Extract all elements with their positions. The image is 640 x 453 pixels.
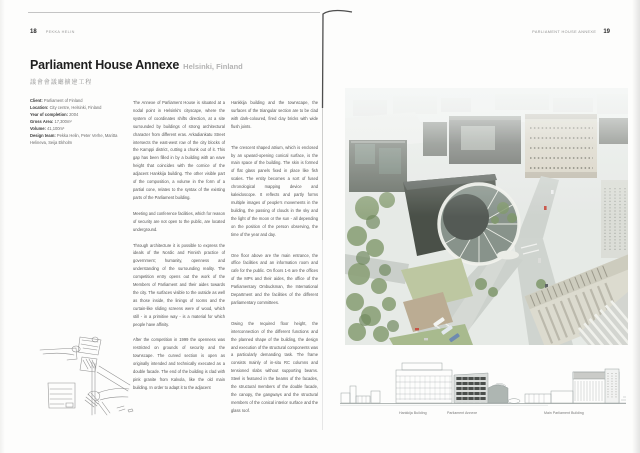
page-top-edge-line bbox=[28, 12, 320, 13]
page-number-left: 18 bbox=[30, 29, 37, 35]
elevation-hankkija bbox=[396, 363, 452, 403]
elevation-drawing bbox=[338, 360, 630, 410]
running-header-right bbox=[478, 29, 610, 35]
page-title-chinese: 議會會議廳擴建工程 bbox=[30, 80, 93, 86]
paragraph: The Annexe of Parliament House is situated at a nodal point in Helsinki's cityscape, where the system of coordinates shifts direction, at a site surrounded by buildings of strong architectural character from different eras. Arkadiankatu Street intersects the east-west row of the city blocks of the Kamppi district, cutting a chunk out of it. This gap has been filled in by a building with an eave height that coincides with the cornice of the adjacent Hankkija building. The other visible part of the composition, a volume in the form of a partial cone, relates to the syntax of the existing parts of the Parliament building. bbox=[133, 100, 225, 200]
elevation-mid-low bbox=[525, 394, 551, 403]
caption-main-parliament-building: Main Parliament Building bbox=[544, 411, 584, 415]
paragraph: One floor above are the main entrance, the office facilities and an information room and cafe for the public. On floors 1-6 are the offices of the MPs and their aides, the office of the Parliamentary Ombudsman, the International Department and the facilities of the different parliamentary committees. bbox=[231, 252, 318, 305]
info-row-design-team: Design team: Pekka Helin, Peter Verhe, Maritta Helineva, Seija Ekholm bbox=[30, 133, 118, 145]
caption-hankkija-building: Hankkija Building bbox=[399, 411, 427, 415]
body-column-1 bbox=[133, 99, 225, 400]
info-row-location: Location: City centre, Helsinki, Finland bbox=[30, 105, 102, 110]
title-block bbox=[30, 56, 320, 86]
aerial-photo bbox=[345, 88, 628, 345]
elevation-annexe bbox=[454, 373, 520, 403]
caption-parliament-annexe: Parliament Annexe bbox=[447, 411, 478, 415]
paragraph: The crescent shaped atrium, which is enclosed by an upward-opening conical surface, is the main space of the building. The skin is formed of flat glass panels fixed in place like fish scales. The entity becomes a sort of fused chronological mapping device and kaleidoscope. It reflects and partly forms multiple images of people's movements in the building, the passing of clouds in the sky and the light of the moon or the sun - all depending on the position of the person observing, the time of the year and day. bbox=[231, 144, 318, 237]
running-header-left bbox=[30, 29, 75, 35]
info-row-year: Year of completion: 2004 bbox=[30, 112, 79, 117]
page-number-right: 19 bbox=[603, 29, 610, 35]
site-sketch-drawing bbox=[36, 333, 138, 423]
paragraph: Owing the required floor height, the interconnection of the different functions and the planned shape of the building, the design and execution of the structural components was a particularly demanding task. The frame consists mainly of in-situ RC columns and tensioned slabs without supporting beams. Steel is featured in the beams of the facades, the structural members of the double facade, the canopy, the gangways and the structural members of the conical interior surface and the glass roof. bbox=[231, 320, 318, 413]
running-header-right-text: PARLIAMENT HOUSE ANNEXE bbox=[532, 30, 597, 34]
info-row-volume: Volume: 41,100m³ bbox=[30, 126, 65, 131]
paragraph: After the competition in 1999 the openness was restricted on grounds of security and the townscape. The curved section is open as originally intended and technically executed as a double facade. The end of the building is clad with pink granite from Kalvola, like the old main building. In order to adapt it to the adjacent bbox=[133, 337, 225, 390]
page-subtitle: Helsinki, Finland bbox=[183, 62, 243, 71]
info-row-area: Gross Area: 17,300m² bbox=[30, 119, 72, 124]
elevation-main-parliament bbox=[551, 369, 626, 403]
body-column-2 bbox=[231, 99, 318, 428]
elevation-left-blocks bbox=[341, 386, 380, 403]
page-title: Parliament House Annexe bbox=[30, 58, 180, 72]
aerial-photo-art bbox=[345, 88, 628, 345]
paragraph: Hankkija building and the townscape, the surfaces of the triangular section are to be clad with dark-coloured, fired clay bricks with wide flush joints. bbox=[231, 100, 318, 129]
info-row-client: Client: Parliament of Finland bbox=[30, 98, 83, 103]
running-header-left-text: PEKKA HELIN bbox=[45, 30, 75, 34]
project-info bbox=[30, 97, 124, 146]
scan-edge-left bbox=[0, 0, 5, 453]
paragraph: Meeting and conference facilities, which for reason of security are not open to the public, are located underground. bbox=[133, 210, 225, 232]
scan-edge-right bbox=[632, 0, 640, 453]
paragraph: Through architecture it is possible to express the ideals of the Nordic and Finnish practice of government; humanity, openness and understanding of the surrounding reality. The competition entry opens out the work of the Members of Parliament and their aides towards the city. The surfaces visible to the outside as well as those inside, the linings of rooms and the curtain-like sliding screens were of wood, which still - in a primitive way - is a material for which people have affinity. bbox=[133, 242, 225, 327]
